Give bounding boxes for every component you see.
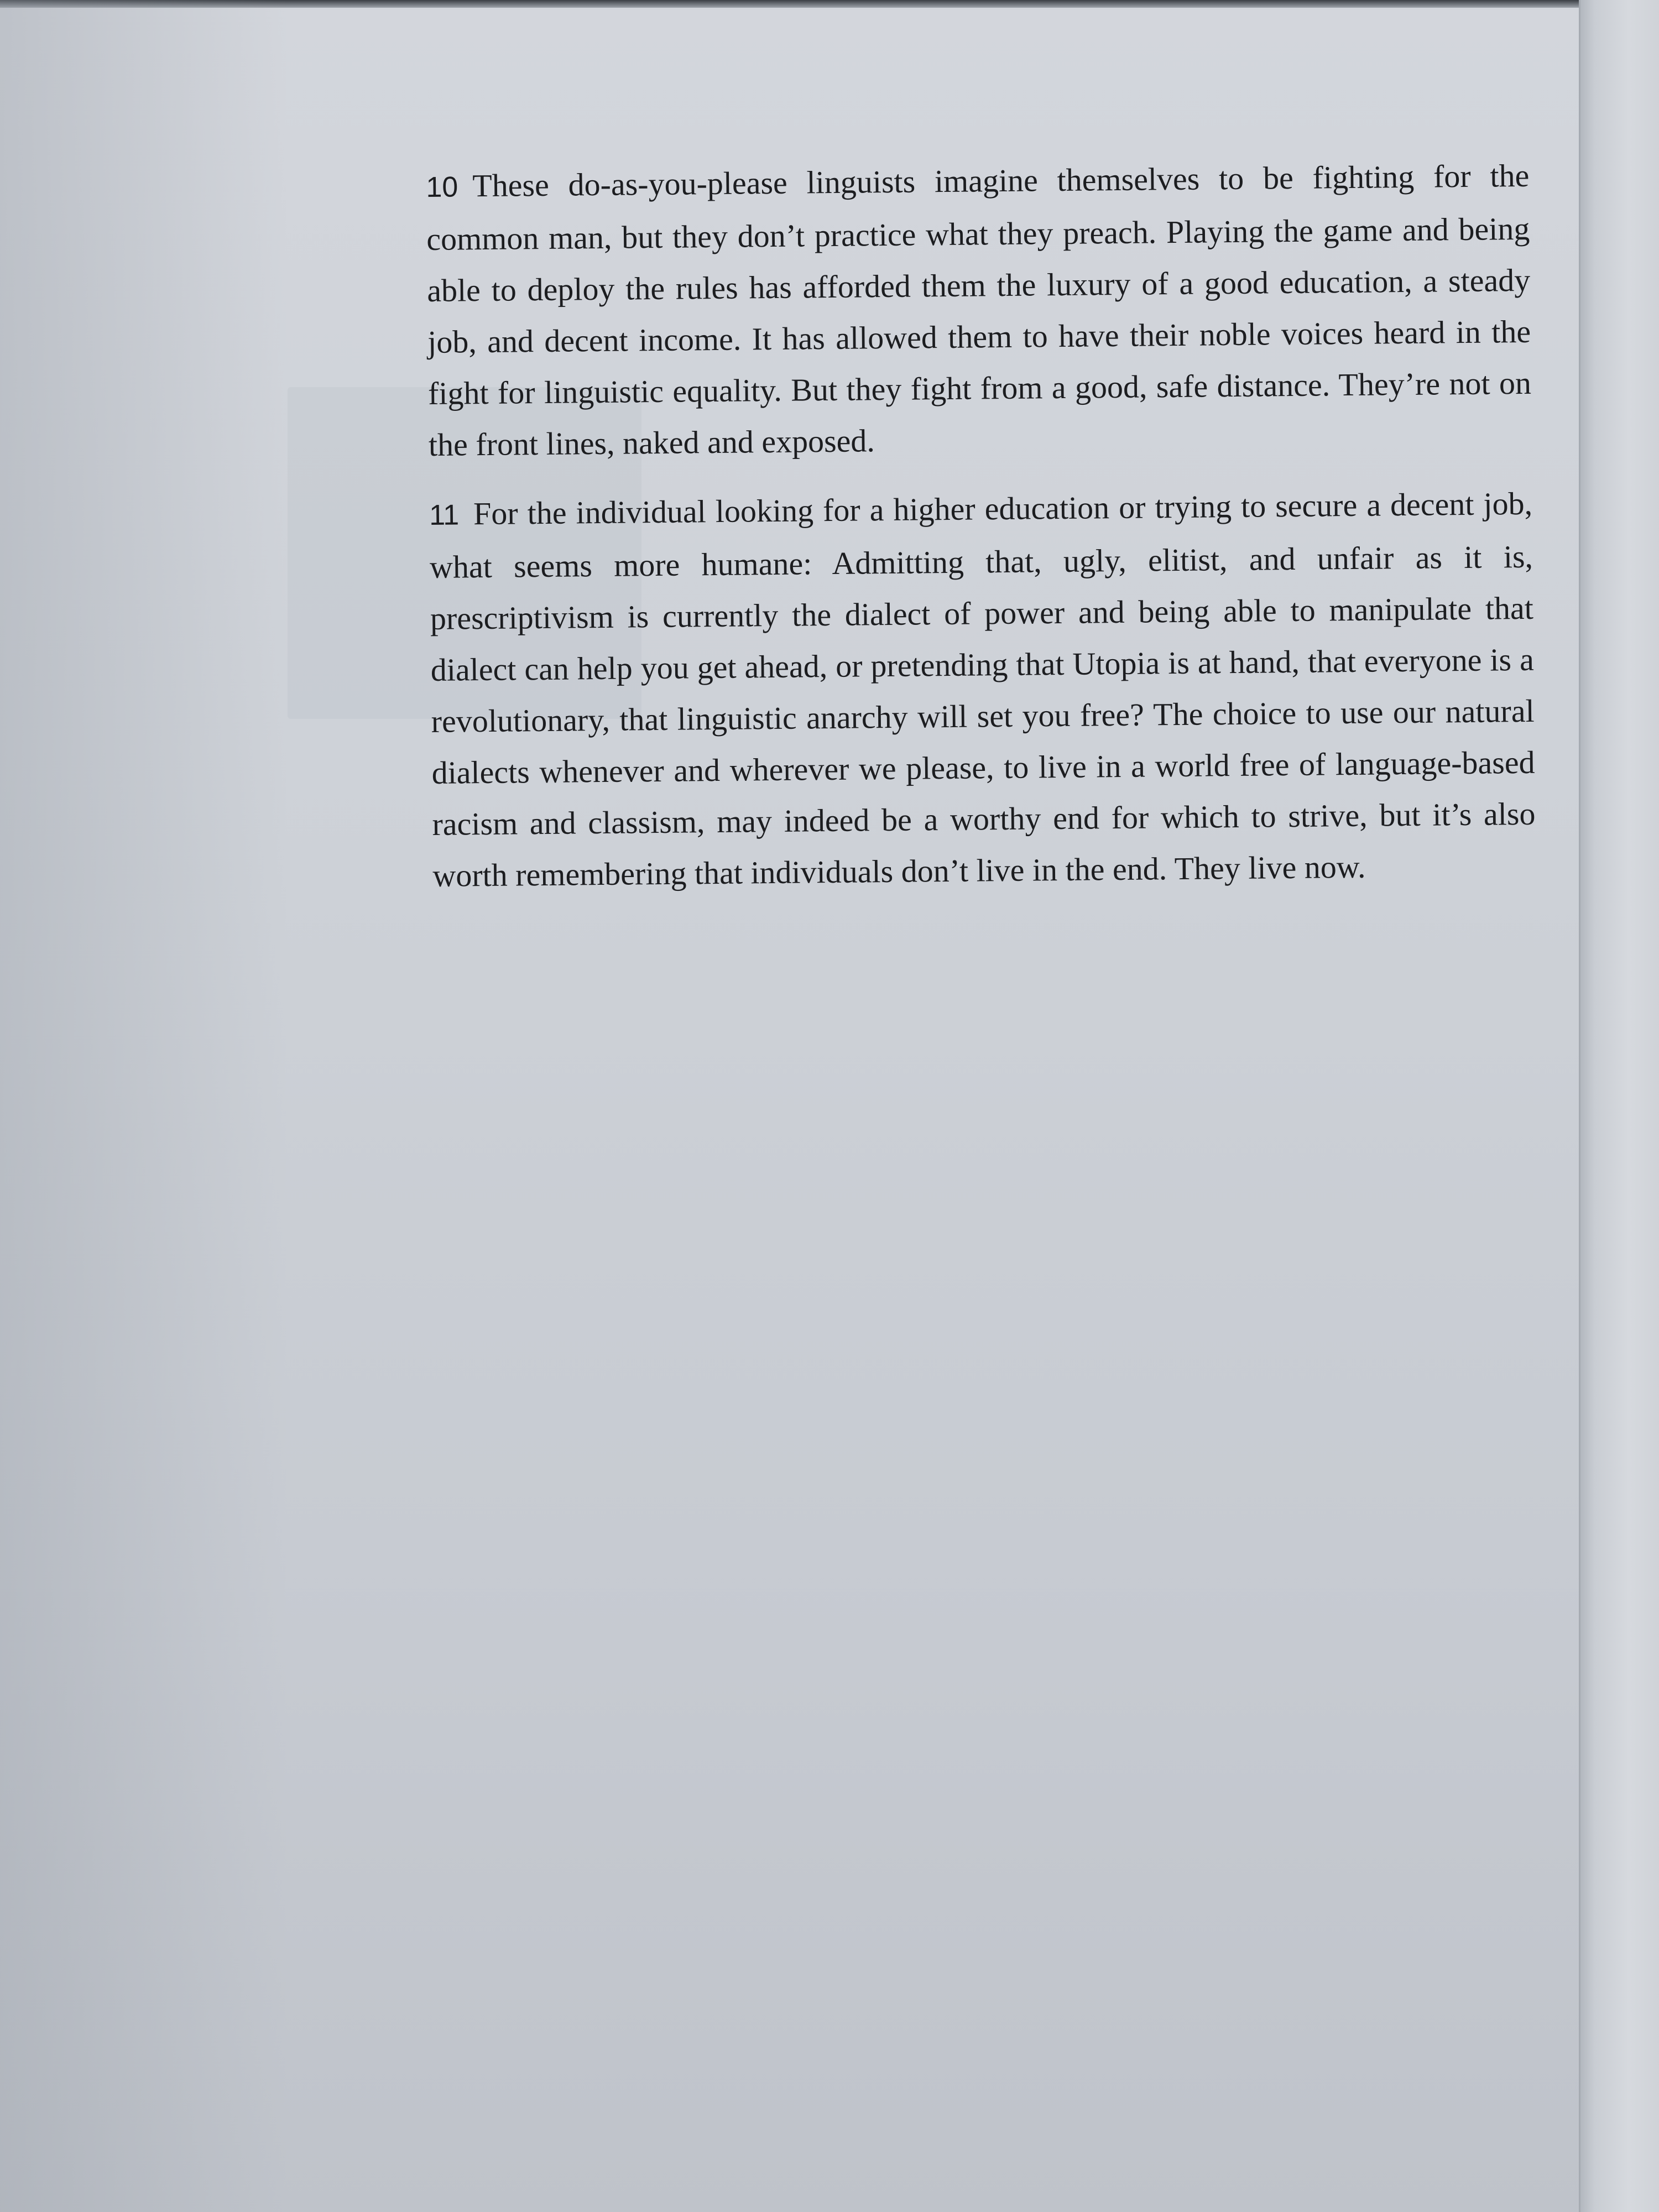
adjacent-page-edge: [1579, 0, 1659, 2212]
paragraph-11: [429, 478, 1536, 901]
page-shadow: [0, 0, 288, 2212]
paragraph-number: 11: [429, 499, 460, 531]
body-text: [426, 150, 1536, 901]
paragraph-text: For the individual looking for a higher education or trying to secure a decent job, what seems more humane: Admitting that, ugly, elitist, and unfair as it is, prescriptivism is currently the dialect of power and being able to manipulate that dialect can help you get ahead, or pretending that Utopia is at hand, that everyone is a revolutionary, that linguistic anarchy will set you free? The choice to use our natural dialects whenever and wherever we please, to live in a world free of language-based racism and classism, may indeed be a worthy end for which to strive, but it’s also worth remembering that individuals don’t live in the end. They live now.: [429, 485, 1536, 894]
paragraph-10: [426, 150, 1532, 471]
paragraph-number: 10: [426, 171, 458, 204]
paragraph-text: These do-as-you-please linguists imagine themselves to be fighting for the common man, but they don’t practice what they preach. Playing the game and being able to deploy the rules has afforded them the luxury of a good education, a steady job, and decent income. It has allowed them to have their noble voices heard in the fight for linguistic equality. But they fight from a good, safe distance. They’re not on the front lines, naked and exposed.: [426, 157, 1532, 463]
